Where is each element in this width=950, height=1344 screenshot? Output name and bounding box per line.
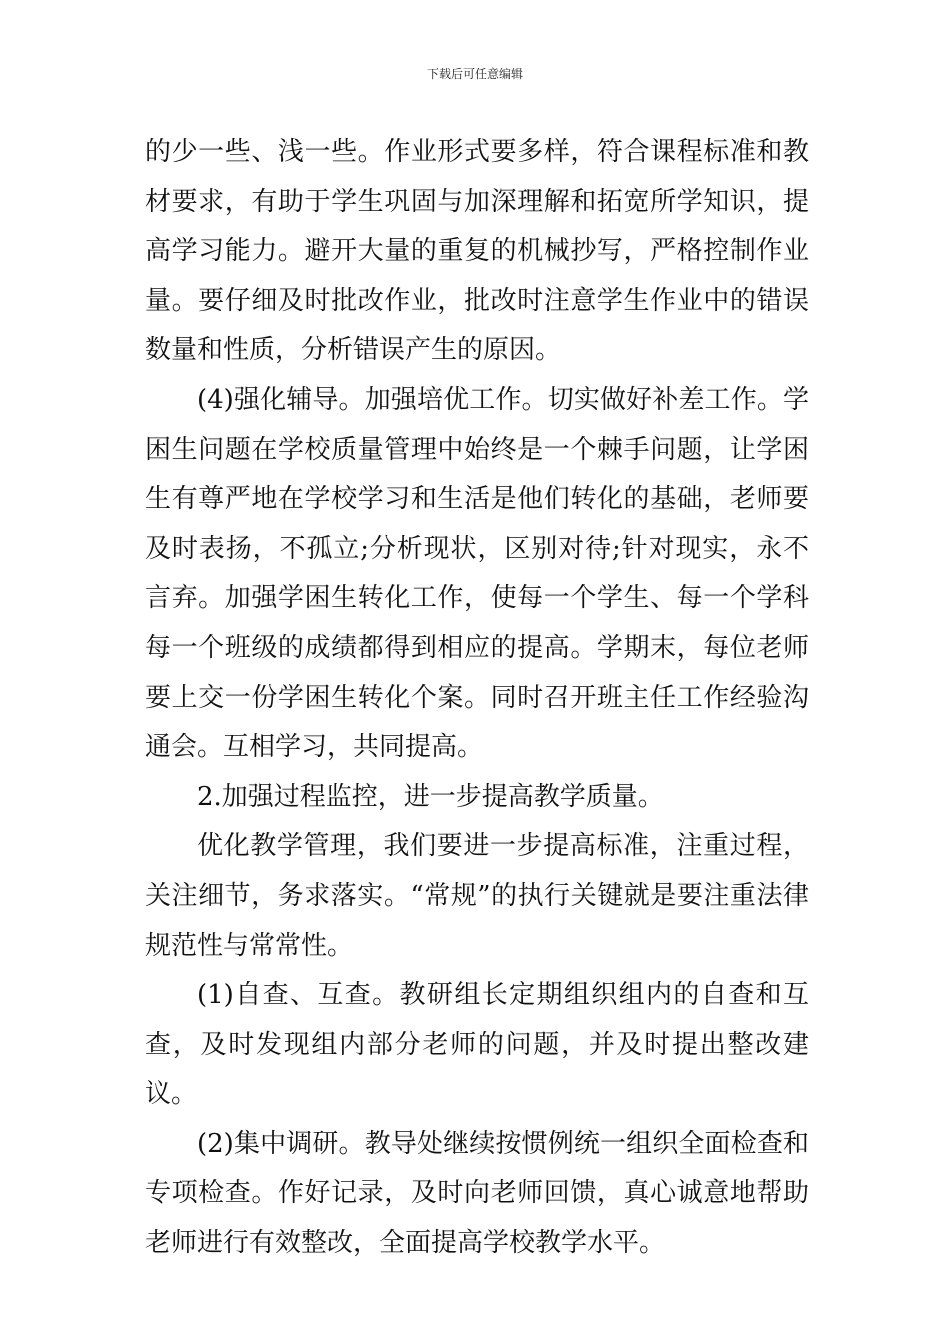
paragraph-research: (2)集中调研。教导处继续按惯例统一组织全面检查和专项检查。作好记录，及时向老师回馈，真心诚意地帮助老师进行有效整改，全面提高学校教学水平。 xyxy=(145,1128,809,1259)
page-header: 下载后可任意编辑 xyxy=(426,67,523,81)
paragraph-self-check: (1)自查、互查。教研组长定期组织组内的自查和互查，及时发现组内部分老师的问题，并及时提出整改建议。 xyxy=(145,980,809,1110)
document-body xyxy=(145,128,809,1269)
paragraph-process-monitoring-heading: 2.加强过程监控，进一步提高教学质量。 xyxy=(197,781,664,812)
paragraph-teaching-management: 优化教学管理，我们要进一步提高标准，注重过程，关注细节，务求落实。“常规”的执行关键就是要注重法律规范性与常常性。 xyxy=(145,831,809,961)
paragraph-tutoring: (4)强化辅导。加强培优工作。切实做好补差工作。学困生问题在学校质量管理中始终是一个棘手问题，让学困生有尊严地在学校学习和生活是他们转化的基础，老师要及时表扬，不孤立;分析现状，区别对待;针对现实，永不言弃。加强学困生转化工作，使每一个学生、每一个学科每一个班级的成绩都得到相应的提高。学期末，每位老师要上交一份学困生转化个案。同时召开班主任工作经验沟通会。互相学习，共同提高。 xyxy=(145,384,809,763)
paragraph-homework: 的少一些、浅一些。作业形式要多样，符合课程标准和教材要求，有助于学生巩固与加深理解和拓宽所学知识，提高学习能力。避开大量的重复的机械抄写，严格控制作业量。要仔细及时批改作业，批改时注意学生作业中的错误数量和性质，分析错误产生的原因。 xyxy=(145,137,809,366)
